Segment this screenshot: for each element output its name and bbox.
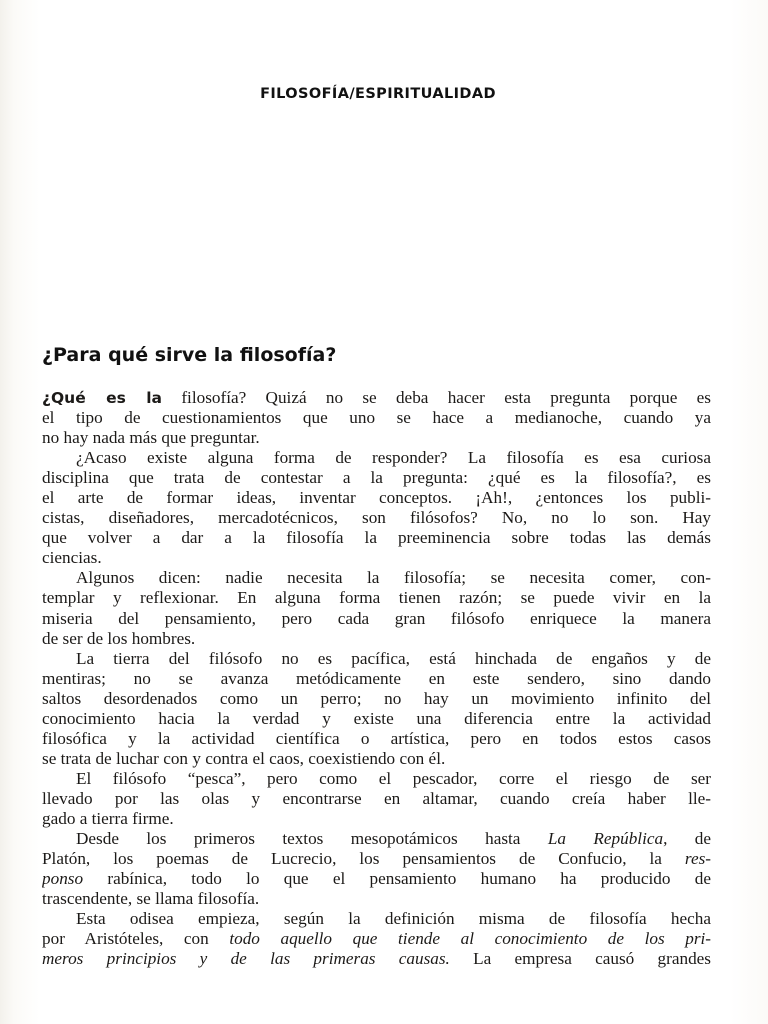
italic-text: La República xyxy=(547,829,664,849)
body-text xyxy=(42,388,711,969)
section-title: ¿Para qué sirve la filosofía? xyxy=(42,344,337,366)
text-line xyxy=(42,709,711,729)
text-segment: filosófica y la actividad científica o artística, pero en todos estos casos xyxy=(42,728,711,748)
text-line xyxy=(42,869,711,889)
text-segment: cistas, diseñadores, mercadotécnicos, son filósofos? No, no lo son. Hay xyxy=(42,508,711,528)
text-segment: ¿Acaso existe alguna forma de responder? La filosofía es esa curiosa xyxy=(76,448,711,468)
text-segment: La tierra del filósofo no es pacífica, está hinchada de engaños y de xyxy=(76,648,711,668)
text-segment: La empresa causó grandes xyxy=(449,949,711,969)
text-segment: conocimiento hacia la verdad y existe una diferencia entre la actividad xyxy=(42,708,711,728)
text-line xyxy=(42,749,711,769)
text-segment: no hay nada más que preguntar. xyxy=(42,428,260,448)
text-segment: gado a tierra firme. xyxy=(42,808,174,828)
text-segment: ciencias. xyxy=(42,548,102,568)
text-line xyxy=(42,488,711,508)
text-segment: trascendente, se llama filosofía. xyxy=(42,889,260,909)
text-line xyxy=(42,889,711,909)
text-line xyxy=(42,609,711,629)
text-segment: filosofía? Quizá no se deba hacer esta pregunta porque es xyxy=(162,388,711,407)
text-segment: , de xyxy=(663,829,711,849)
text-segment: Desde los primeros textos mesopotámicos hasta xyxy=(76,829,548,849)
text-line xyxy=(42,428,711,448)
lead-in: ¿Qué es la xyxy=(42,389,163,407)
text-line xyxy=(42,568,711,588)
text-line xyxy=(42,588,711,608)
text-segment: por Aristóteles, con xyxy=(42,929,230,949)
running-head: FILOSOFÍA/ESPIRITUALIDAD xyxy=(260,86,496,102)
text-line xyxy=(42,508,711,528)
text-line xyxy=(42,468,711,488)
text-line xyxy=(42,649,711,669)
text-segment: que volver a dar a la filosofía la preeminencia sobre todas las demás xyxy=(42,528,711,548)
text-segment: Algunos dicen: nadie necesita la filosofía; se necesita comer, con- xyxy=(76,568,711,588)
text-line xyxy=(42,629,711,649)
text-segment: el arte de formar ideas, inventar conceptos. ¡Ah!, ¿entonces los publi- xyxy=(42,488,711,508)
text-segment: se trata de luchar con y contra el caos, coexistiendo con él. xyxy=(42,748,446,768)
text-line xyxy=(42,689,711,709)
text-line xyxy=(42,669,711,689)
text-segment: saltos desordenados como un perro; no hay un movimiento infinito del xyxy=(42,688,711,708)
text-segment: templar y reflexionar. En alguna forma tienen razón; se puede vivir en la xyxy=(42,588,711,608)
text-segment: Esta odisea empieza, según la definición misma de filosofía hecha xyxy=(76,909,711,929)
text-line xyxy=(42,789,711,809)
text-line xyxy=(42,949,711,969)
text-line xyxy=(42,448,711,468)
text-line xyxy=(42,809,711,829)
text-line xyxy=(42,849,711,869)
text-line xyxy=(42,829,711,849)
text-segment: miseria del pensamiento, pero cada gran filósofo enriquece la manera xyxy=(42,608,711,628)
text-segment: El filósofo “pesca”, pero como el pescador, corre el riesgo de ser xyxy=(76,768,711,788)
text-line xyxy=(42,929,711,949)
text-line xyxy=(42,548,711,568)
text-segment: Platón, los poemas de Lucrecio, los pensamientos de Confucio, la xyxy=(42,849,685,869)
text-line xyxy=(42,729,711,749)
text-segment: rabínica, todo lo que el pensamiento humano ha producido de xyxy=(83,869,711,889)
italic-text: todo aquello que tiende al conocimiento de los pri- xyxy=(229,929,711,949)
text-line xyxy=(42,909,711,929)
text-line xyxy=(42,408,711,428)
text-segment: llevado por las olas y encontrarse en altamar, cuando creía haber lle- xyxy=(42,788,711,808)
text-segment: mentiras; no se avanza metódicamente en este sendero, sino dando xyxy=(42,668,711,688)
text-line xyxy=(42,769,711,789)
text-segment: de ser de los hombres. xyxy=(42,628,196,648)
italic-text: res- xyxy=(684,849,711,869)
text-segment: disciplina que trata de contestar a la pregunta: ¿qué es la filosofía?, es xyxy=(42,468,711,488)
italic-text: meros principios y de las primeras causas. xyxy=(42,949,450,969)
text-line xyxy=(42,388,711,408)
italic-text: ponso xyxy=(42,869,84,889)
text-line xyxy=(42,528,711,548)
text-segment: el tipo de cuestionamientos que uno se hace a medianoche, cuando ya xyxy=(42,408,711,428)
